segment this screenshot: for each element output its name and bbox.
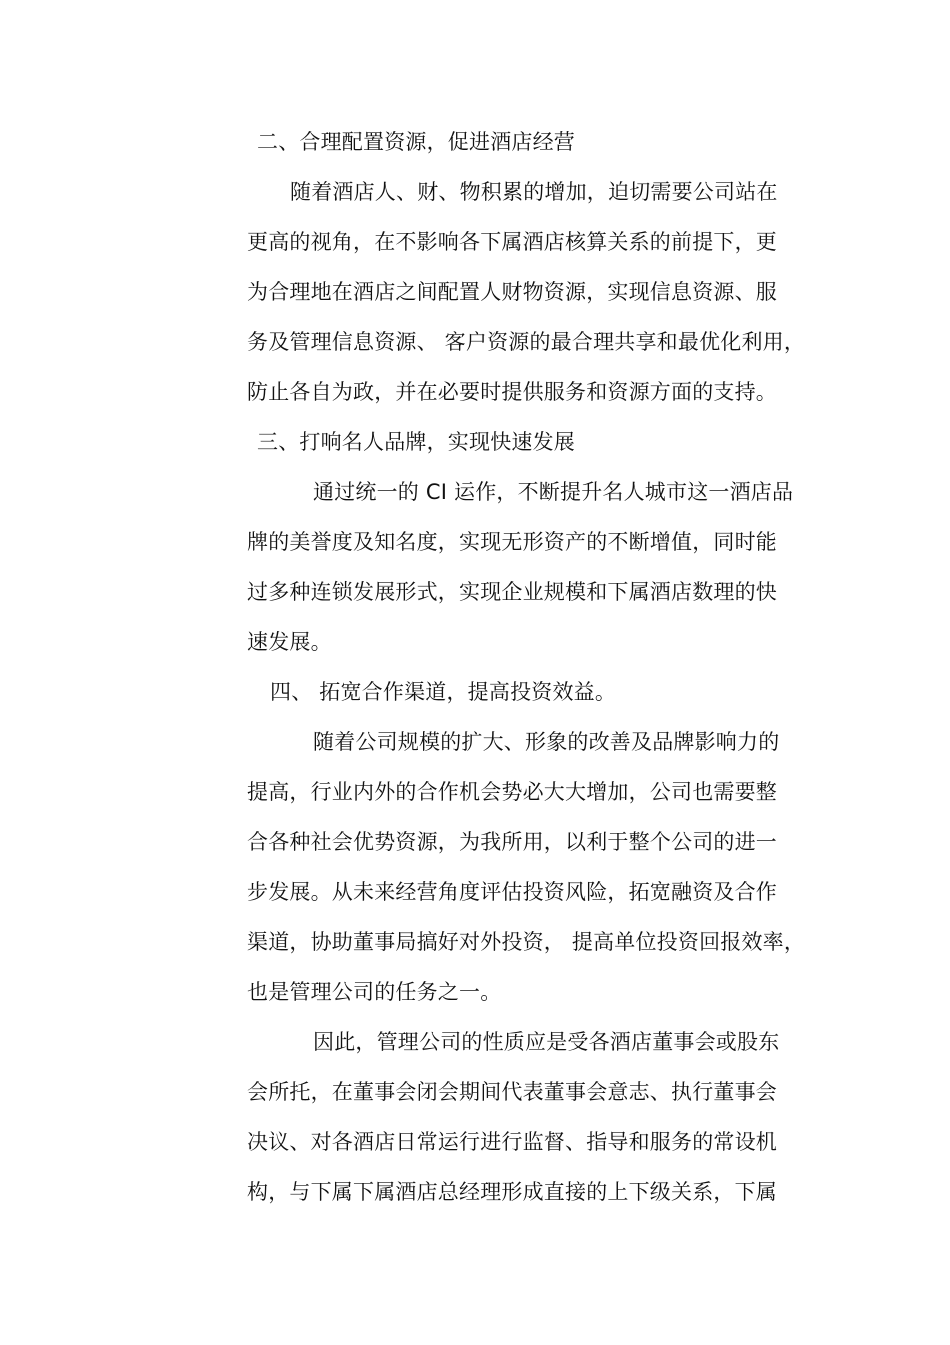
heading-section-3: 三、打响名人品牌，实现快速发展 [257, 430, 575, 454]
paragraph-line: 防止各自为政，并在必要时提供服务和资源方面的支持。 [247, 380, 777, 404]
paragraph-line: 为合理地在酒店之间配置人财物资源，实现信息资源、服 [247, 280, 777, 304]
paragraph-line: 务及管理信息资源、 客户资源的最合理共享和最优化利用， [247, 330, 806, 354]
paragraph-line: 会所托，在董事会闭会期间代表董事会意志、执行董事会 [247, 1080, 777, 1104]
paragraph-line: 因此，管理公司的性质应是受各酒店董事会或股东 [313, 1030, 780, 1054]
paragraph-line: 步发展。从未来经营角度评估投资风险，拓宽融资及合作 [247, 880, 777, 904]
paragraph-line: 随着酒店人、财、物积累的增加，迫切需要公司站在 [290, 180, 778, 204]
paragraph-line: 随着公司规模的扩大、形象的改善及品牌影响力的 [313, 730, 780, 754]
paragraph-line: 决议、对各酒店日常运行进行监督、指导和服务的常设机 [247, 1130, 777, 1154]
paragraph-line: 也是管理公司的任务之一。 [247, 980, 502, 1004]
heading-section-4: 四、 拓宽合作渠道，提高投资效益。 [270, 680, 617, 704]
paragraph-line: 速发展。 [247, 630, 332, 654]
paragraph-line: 过多种连锁发展形式，实现企业规模和下属酒店数理的快 [247, 580, 777, 604]
paragraph-line: 构，与下属下属酒店总经理形成直接的上下级关系，下属 [247, 1180, 777, 1204]
paragraph-line: 更高的视角，在不影响各下属酒店核算关系的前提下，更 [247, 230, 777, 254]
paragraph-line: 合各种社会优势资源，为我所用，以利于整个公司的进一 [247, 830, 777, 854]
paragraph-line: 渠道，协助董事局搞好对外投资， 提高单位投资回报效率， [247, 930, 806, 954]
paragraph-line: 通过统一的 CI 运作，不断提升名人城市这一酒店品 [313, 480, 794, 504]
paragraph-line: 提高，行业内外的合作机会势必大大增加，公司也需要整 [247, 780, 777, 804]
paragraph-line: 牌的美誉度及知名度，实现无形资产的不断增值，同时能 [247, 530, 777, 554]
heading-section-2: 二、合理配置资源，促进酒店经营 [257, 130, 575, 154]
